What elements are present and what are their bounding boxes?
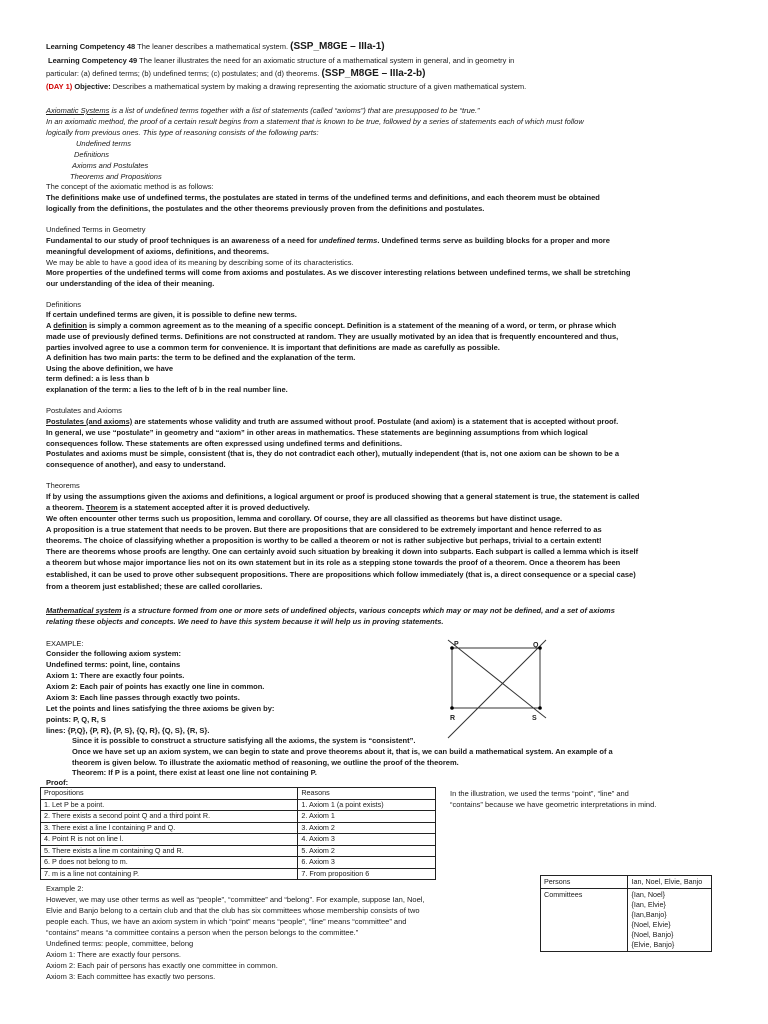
reason-cell: 7. From proposition 6 — [298, 868, 436, 880]
theorems-line2 — [46, 503, 310, 514]
definitions-line7: term defined: a is less than b — [46, 374, 150, 383]
point-r — [450, 706, 454, 710]
definitions-line2 — [46, 321, 616, 332]
point-s — [538, 706, 542, 710]
postulates-line2: In general, we use “postulate” in geometry and “axiom” in other areas in mathematics. These statements are beginning assumptions from which logical — [46, 428, 588, 437]
definitions-line6: Using the above definition, we have — [46, 364, 174, 373]
theorems-line5: theorems. The choice of classifying whether a proposition is worthy to be called a theorem or not is rather subjective but perhaps, trivial to a certain extent! — [46, 536, 602, 545]
definitions-l2b: definition — [53, 321, 87, 330]
undefined-l1a: Fundamental to our study of proof techniques is an awareness of a need for — [46, 236, 319, 245]
proposition-cell: 1. Let P be a point. — [41, 799, 298, 811]
axiom-diagram — [420, 636, 570, 746]
mathsys-line1 — [46, 606, 615, 617]
table-row — [41, 822, 436, 834]
example1-line8: lines: {P,Q}, {P, R}, {P, S}, {Q, R}, {Q, S}, {R, S}. — [46, 726, 210, 735]
example2-line4: “contains” means “a committee contains a person when the person belongs to the committee.” — [46, 928, 359, 937]
theorems-line9: from a theorem just established; these are called corollaries. — [46, 582, 263, 591]
definitions-heading: Definitions — [46, 300, 82, 309]
theorems-line1: If by using the assumptions given the axioms and definitions, a logical argument or proof is produced showing that a general statement is true, the statement is called — [46, 492, 640, 501]
example1-line6: Let the points and lines satisfying the three axioms be given by: — [46, 704, 275, 713]
axiomatic-p1-line2: logically from previous ones. This type of reasoning consists of the following parts: — [46, 128, 319, 137]
persons-committees-table — [540, 875, 712, 952]
line-ps — [448, 640, 546, 718]
lc48-code: (SSP_M8GE – IIIa-1) — [290, 41, 385, 52]
example1-line9: Since it is possible to construct a structure satisfying all the axioms, the system is “consistent”. — [72, 736, 416, 745]
proof-heading: Proof: — [46, 778, 69, 787]
day-label: (DAY 1) — [46, 82, 73, 91]
proof-table-header — [41, 788, 436, 800]
lc49-code: (SSP_M8GE – IIIa-2-b) — [321, 68, 426, 79]
lc49-text-2: particular: (a) defined terms; (b) undefined terms; (c) postulates; and (d) theorems. — [46, 69, 322, 78]
example2-line7: Axiom 2: Each pair of persons has exactly one committee in common. — [46, 961, 278, 970]
postulates-heading: Postulates and Axioms — [46, 406, 122, 415]
illustration-note-line1: In the illustration, we used the terms “point”, “line” and — [450, 789, 629, 798]
persons-label: Persons — [541, 876, 628, 889]
committee-item: {Elvie, Banjo} — [631, 940, 675, 949]
example2-line6: Axiom 1: There are exactly four persons. — [46, 950, 181, 959]
lc48-text: The leaner describes a mathematical system. — [135, 42, 291, 51]
example2-line2: Elvie and Banjo belong to a certain club and that the club has six committees whose membership consists of two — [46, 906, 420, 915]
mathsys-term: Mathematical system — [46, 606, 122, 615]
reason-cell: 4. Axiom 3 — [298, 834, 436, 846]
lc48-label: Learning Competency 48 — [46, 42, 136, 51]
mathsys-line2: relating these objects and concepts. We need to have this system because it will help us in proving statements. — [46, 617, 444, 626]
table-row — [41, 845, 436, 857]
postulates-line3: consequences follow. These statements are often expressed using undefined terms and definitions. — [46, 439, 403, 448]
undefined-l1c: . Undefined terms serve as building blocks for a proper and more — [377, 236, 610, 245]
committees-row — [541, 889, 712, 952]
example2-line3: people each. Thus, we have an axiom system in which “point” means “people”, “line” means “committee” and — [46, 917, 407, 926]
definitions-line1: If certain undefined terms are given, it is possible to define new terms. — [46, 310, 297, 319]
part-definitions: Definitions — [74, 150, 110, 159]
example1-line5: Axiom 3: Each line passes through exactly two points. — [46, 693, 240, 702]
lc49-label: Learning Competency 49 — [48, 56, 138, 65]
label-q: Q — [533, 642, 539, 649]
postulates-line4: Postulates and axioms must be simple, consistent (that is, they do not contradict each other), mutually independent (that is, not one axiom can be shown to be a — [46, 449, 620, 458]
objective-line — [46, 82, 526, 93]
line-qr — [448, 640, 546, 738]
mathsys-l1: is a structure formed from one or more sets of undefined objects, various concepts which may or may not be defined, and a set of axioms — [121, 606, 615, 615]
reason-cell: 2. Axiom 1 — [298, 811, 436, 823]
persons-row — [541, 876, 712, 889]
persons-value: Ian, Noel, Elvie, Banjo — [628, 876, 712, 889]
lc49-line1 — [48, 56, 514, 67]
committee-item: {Ian, Noel} — [631, 890, 666, 899]
postulates-l1b: are statements whose validity and truth are assumed without proof. Postulate (and axiom) is a statement that is accepted without proof. — [132, 417, 619, 426]
concept-heading: The concept of the axiomatic method is as follows: — [46, 182, 214, 191]
reason-cell: 3. Axiom 2 — [298, 822, 436, 834]
example1-line3: Axiom 1: There are exactly four points. — [46, 671, 185, 680]
reason-cell: 1. Axiom 1 (a point exists) — [298, 799, 436, 811]
postulates-l1a: Postulates (and axioms) — [46, 417, 133, 426]
example1-line2: Undefined terms: point, line, contains — [46, 660, 181, 669]
example1-line1: Consider the following axiom system: — [46, 649, 182, 658]
table-row — [41, 799, 436, 811]
definitions-l2a: A — [46, 321, 54, 330]
theorems-l2a: a theorem. — [46, 503, 87, 512]
proposition-cell: 5. There exists a line m containing Q and R. — [41, 845, 298, 857]
undefined-line1 — [46, 236, 610, 247]
committees-label: Committees — [541, 889, 628, 952]
definitions-line8: explanation of the term: a lies to the left of b in the real number line. — [46, 385, 288, 394]
theorems-l2b: Theorem — [86, 503, 118, 512]
part-axioms: Axioms and Postulates — [72, 161, 149, 170]
reason-cell: 6. Axiom 3 — [298, 857, 436, 869]
lc49-text-1: The leaner illustrates the need for an axiomatic structure of a mathematical system in general, and in geometry in — [137, 56, 515, 65]
committees-list — [628, 889, 712, 952]
table-row — [41, 834, 436, 846]
example2-line5: Undefined terms: people, committee, belong — [46, 939, 194, 948]
theorems-l2c: is a statement accepted after it is proved deductively. — [117, 503, 310, 512]
undefined-l1b: undefined terms — [318, 236, 378, 245]
objective-text: Describes a mathematical system by making a drawing representing the axiomatic structure of a given mathematical system. — [110, 82, 527, 91]
example1-line11: theorem is given below. To illustrate the axiomatic method of reasoning, we outline the proof of the theorem. — [72, 758, 459, 767]
table-row — [41, 811, 436, 823]
header-propositions: Propositions — [41, 788, 298, 800]
proof-table — [40, 787, 436, 880]
axiomatic-def — [46, 106, 480, 117]
label-r: R — [450, 715, 456, 722]
postulates-line5: consequence of another), and easy to understand. — [46, 460, 226, 469]
committee-item: {Noel, Elvie} — [631, 920, 671, 929]
committee-item: {Ian, Elvie} — [631, 900, 666, 909]
theorems-line7: a theorem but whose major importance lies not on its own statement but in its role as a stepping stone towards the proof of a theorem. Once a theorem has been — [46, 558, 621, 567]
postulates-line1 — [46, 417, 618, 428]
axiomatic-p1-line1: In an axiomatic method, the proof of a certain result begins from a statement that is known to be true, followed by a series of statements each of which must follow — [46, 117, 584, 126]
label-p: P — [454, 641, 459, 648]
example1-line10: Once we have set up an axiom system, we can begin to state and prove theorems about it, that is, we can build a mathematical system. An example of a — [72, 747, 613, 756]
committee-item: {Ian,Banjo} — [631, 910, 667, 919]
committee-item: {Noel, Banjo} — [631, 930, 674, 939]
example1-line7: points: P, Q, R, S — [46, 715, 106, 724]
proposition-cell: 6. P does not belong to m. — [41, 857, 298, 869]
axiomatic-def-text: is a list of undefined terms together with a list of statements (called “axioms”) that are presupposed to be “true.” — [109, 106, 480, 115]
theorems-line4: A proposition is a true statement that needs to be proven. But there are propositions that are considered to be extremely important and hence referred to as — [46, 525, 602, 534]
theorems-line8: established, it can be used to prove other subsequent propositions. There are propositions which follow immediately (that is, a direct consequence or a special case) — [46, 570, 636, 579]
undefined-line3: We may be able to have a good idea of its meaning by describing some of its characteristics. — [46, 258, 354, 267]
definitions-line4: parties involved agree to use a common term for convenience. It is important that definitions are made as carefully as possible. — [46, 343, 500, 352]
theorems-heading: Theorems — [46, 481, 80, 490]
point-q — [538, 646, 542, 650]
example1-line4: Axiom 2: Each pair of points has exactly one line in common. — [46, 682, 265, 691]
undefined-line5: our understanding of the idea of their meaning. — [46, 279, 215, 288]
example2-line1: However, we may use other terms as well as “people”, “committee” and “belong”. For example, suppose Ian, Noel, — [46, 895, 425, 904]
example2-line8: Axiom 3: Each committee has exactly two persons. — [46, 972, 216, 981]
undefined-heading: Undefined Terms in Geometry — [46, 225, 146, 234]
definitions-line5: A definition has two main parts: the term to be defined and the explanation of the term. — [46, 353, 356, 362]
table-row — [41, 868, 436, 880]
concept-line1: The definitions make use of undefined terms, the postulates are stated in terms of the undefined terms and definitions, and each theorem must be obtained — [46, 193, 600, 202]
example1-line12: Theorem: If P is a point, there exist at least one line not containing P. — [72, 768, 317, 777]
proposition-cell: 2. There exists a second point Q and a third point R. — [41, 811, 298, 823]
undefined-line2: meaningful development of axioms, definitions, and theorems. — [46, 247, 269, 256]
definitions-l2c: is simply a common agreement as to the meaning of a specific concept. Definition is a statement of the meaning of a word, or term, or phrase which — [86, 321, 617, 330]
reason-cell: 5. Axiom 2 — [298, 845, 436, 857]
proposition-cell: 3. There exist a line l containing P and Q. — [41, 822, 298, 834]
concept-line2: logically from the definitions, the postulates and the other theorems previously proven from the definitions and postulates. — [46, 204, 485, 213]
theorems-line6: There are theorems whose proofs are lengthy. One can certainly avoid such situation by breaking it down into subparts. Each subpart is called a lemma which is itself — [46, 547, 639, 556]
theorems-line3: We often encounter other terms such us proposition, lemma and corollary. Of course, they are all classified as theorems but have distinct usage. — [46, 514, 563, 523]
proposition-cell: 7. m is a line not containing P. — [41, 868, 298, 880]
header-reasons: Reasons — [298, 788, 436, 800]
label-s: S — [532, 715, 537, 722]
part-undefined-terms: Undefined terms — [76, 139, 132, 148]
proposition-cell: 4. Point R is not on line l. — [41, 834, 298, 846]
objective-label: Objective: — [72, 82, 111, 91]
definitions-line3: made use of previously defined terms. Definitions are not constructed at random. They are usually motivated by an idea that is frequently encountered and thus, — [46, 332, 619, 341]
example1-heading: EXAMPLE: — [46, 639, 84, 648]
undefined-line4: More properties of the undefined terms will come from axioms and postulates. As we discover interesting relations between undefined terms, we shall be stretching — [46, 268, 631, 277]
example2-heading: Example 2: — [46, 884, 84, 893]
part-theorems: Theorems and Propositions — [70, 172, 162, 181]
table-row — [41, 857, 436, 869]
lc48-line — [46, 42, 385, 53]
axiomatic-term: Axiomatic Systems — [46, 106, 110, 115]
lc49-line2 — [46, 69, 425, 80]
illustration-note-line2: “contains” because we have geometric interpretations in mind. — [450, 800, 657, 809]
